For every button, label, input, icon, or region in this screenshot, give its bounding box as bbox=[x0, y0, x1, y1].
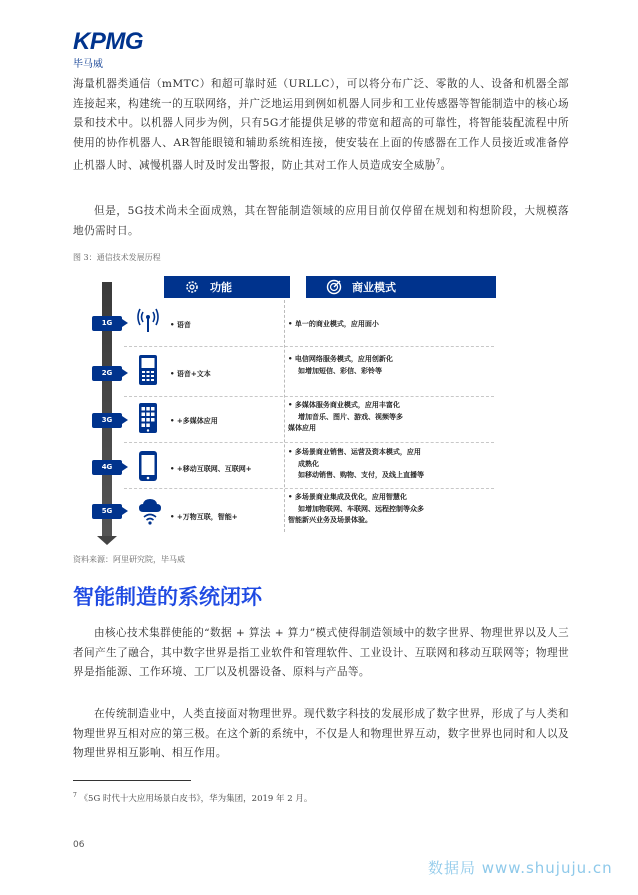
business-3g-line: • 多媒体服务商业模式，应用丰富化 bbox=[288, 401, 400, 409]
header-function-label: 功能 bbox=[210, 281, 232, 294]
cloud-wifi-icon bbox=[137, 498, 163, 530]
row-divider bbox=[124, 396, 494, 397]
business-4g-line: 成熟化 bbox=[298, 459, 319, 468]
business-2g bbox=[288, 354, 464, 377]
row-divider bbox=[124, 346, 494, 347]
footnote-ref[interactable]: 7 bbox=[435, 158, 441, 167]
business-2g-line: • 电信网络服务模式，应用创新化 bbox=[288, 355, 393, 363]
footnote bbox=[73, 792, 312, 804]
watermark: 数据局 www.shujuju.cn bbox=[428, 859, 613, 877]
kpmg-chinese-name: 毕马威 bbox=[73, 59, 103, 70]
business-5g-line: • 多场景商业集成及优化，应用智慧化 bbox=[288, 493, 407, 501]
kpmg-logo bbox=[73, 30, 143, 70]
business-2g-line: 如增加短信、彩信、彩铃等 bbox=[298, 366, 382, 375]
business-3g-line: 增加音乐、图片、游戏、视频等多 bbox=[298, 412, 403, 421]
gen-tag-3g: 3G bbox=[92, 413, 122, 428]
paragraph-5g-maturity: 但是，5G技术尚未全面成熟，其在智能制造领域的应用目前仅停留在规划和构想阶段，大规模落地仍需时日。 bbox=[73, 205, 569, 237]
business-3g bbox=[288, 400, 464, 435]
paragraph-5g-robotics bbox=[73, 75, 569, 177]
business-4g-line: 如移动销售、购物、支付，及线上直播等 bbox=[298, 471, 424, 479]
gen-tag-4g: 4G bbox=[92, 460, 122, 475]
business-3g-line: 媒体应用 bbox=[288, 424, 316, 432]
paragraph-data-algorithm: 由核心技术集群使能的“数据 + 算法 + 算力”模式使得制造领域中的数字世界、物理世界以及人三者间产生了融合，其中数字世界是指工业软件和管理软件、工业设计、互联网和移动互联网等；物理世界是指能源、工作环境、工厂以及机器设备、原料与产品等。 bbox=[73, 627, 569, 679]
figure-caption: 图 3：通信技术发展历程 bbox=[73, 253, 161, 262]
timeline-arrow bbox=[97, 536, 117, 545]
comm-tech-evolution-diagram bbox=[88, 274, 496, 544]
app-phone-icon bbox=[137, 402, 159, 438]
business-5g bbox=[288, 492, 464, 527]
smartphone-icon bbox=[137, 450, 159, 486]
footnote-text: 《5G 时代十大应用场景白皮书》，华为集团，2019 年 2 月。 bbox=[79, 794, 313, 804]
function-3g: • +多媒体应用 bbox=[170, 417, 218, 425]
footnote-number: 7 bbox=[73, 792, 77, 800]
row-divider bbox=[124, 442, 494, 443]
feature-phone-icon bbox=[137, 354, 159, 390]
antenna-icon bbox=[137, 307, 159, 337]
paragraph-text: 海量机器类通信（mMTC）和超可靠时延（URLLC），可以将分布广泛、零散的人、设备和机器全部连接起来，构建统一的互联网络，并广泛地运用到例如机器人同步和工业传感器等智能制造中的核心场景和技术中。以机器人同步为例，只有5G才能提供足够的带宽和超高的可靠性，将智能装配流程中所使用的协作机器人、AR智能眼镜和辅助系统相连接，使安装在上面的传感器在工作人员接近或准备停止机器人时、减慢机器人时及时发出警报，防止其对工作人员造成安全威胁 bbox=[73, 78, 569, 172]
row-divider bbox=[124, 488, 494, 489]
function-5g: • +万物互联，智能+ bbox=[170, 513, 238, 521]
footnote-divider bbox=[73, 780, 191, 781]
business-1g-line: • 单一的商业模式，应用面小 bbox=[288, 320, 379, 328]
gear-icon bbox=[184, 279, 200, 295]
page-number: 06 bbox=[73, 840, 85, 850]
gen-tag-5g: 5G bbox=[92, 504, 122, 519]
figure-source: 资料来源：阿里研究院，毕马威 bbox=[73, 555, 185, 564]
kpmg-wordmark: KPMG bbox=[73, 28, 143, 55]
gen-tag-2g: 2G bbox=[92, 366, 122, 381]
header-business-label: 商业模式 bbox=[352, 281, 396, 294]
function-4g: • +移动互联网、互联网+ bbox=[170, 465, 252, 473]
paragraph-digital-world: 在传统制造业中，人类直接面对物理世界。现代数字科技的发展形成了数字世界，形成了与人类和物理世界互相对应的第三极。在这个新的系统中，不仅是人和物理世界互动，数字世界也同时和人以及物理世界相互影响、相互作用。 bbox=[73, 708, 569, 760]
header-function bbox=[164, 276, 290, 298]
header-business bbox=[306, 276, 496, 298]
business-4g-line: • 多场景商业销售、运营及资本模式，应用 bbox=[288, 448, 421, 456]
target-icon bbox=[326, 279, 342, 295]
gen-tag-1g: 1G bbox=[92, 316, 122, 331]
function-2g: • 语音+文本 bbox=[170, 370, 211, 378]
business-1g bbox=[288, 319, 464, 331]
business-5g-line: 如增加物联网、车联网、远程控制等众多 bbox=[298, 504, 424, 513]
function-1g: • 语音 bbox=[170, 321, 191, 329]
section-title: 智能制造的系统闭环 bbox=[73, 585, 262, 609]
business-5g-line: 智能新兴业务及场景体验。 bbox=[288, 516, 372, 524]
paragraph-end: 。 bbox=[440, 159, 452, 172]
business-4g bbox=[288, 447, 464, 482]
